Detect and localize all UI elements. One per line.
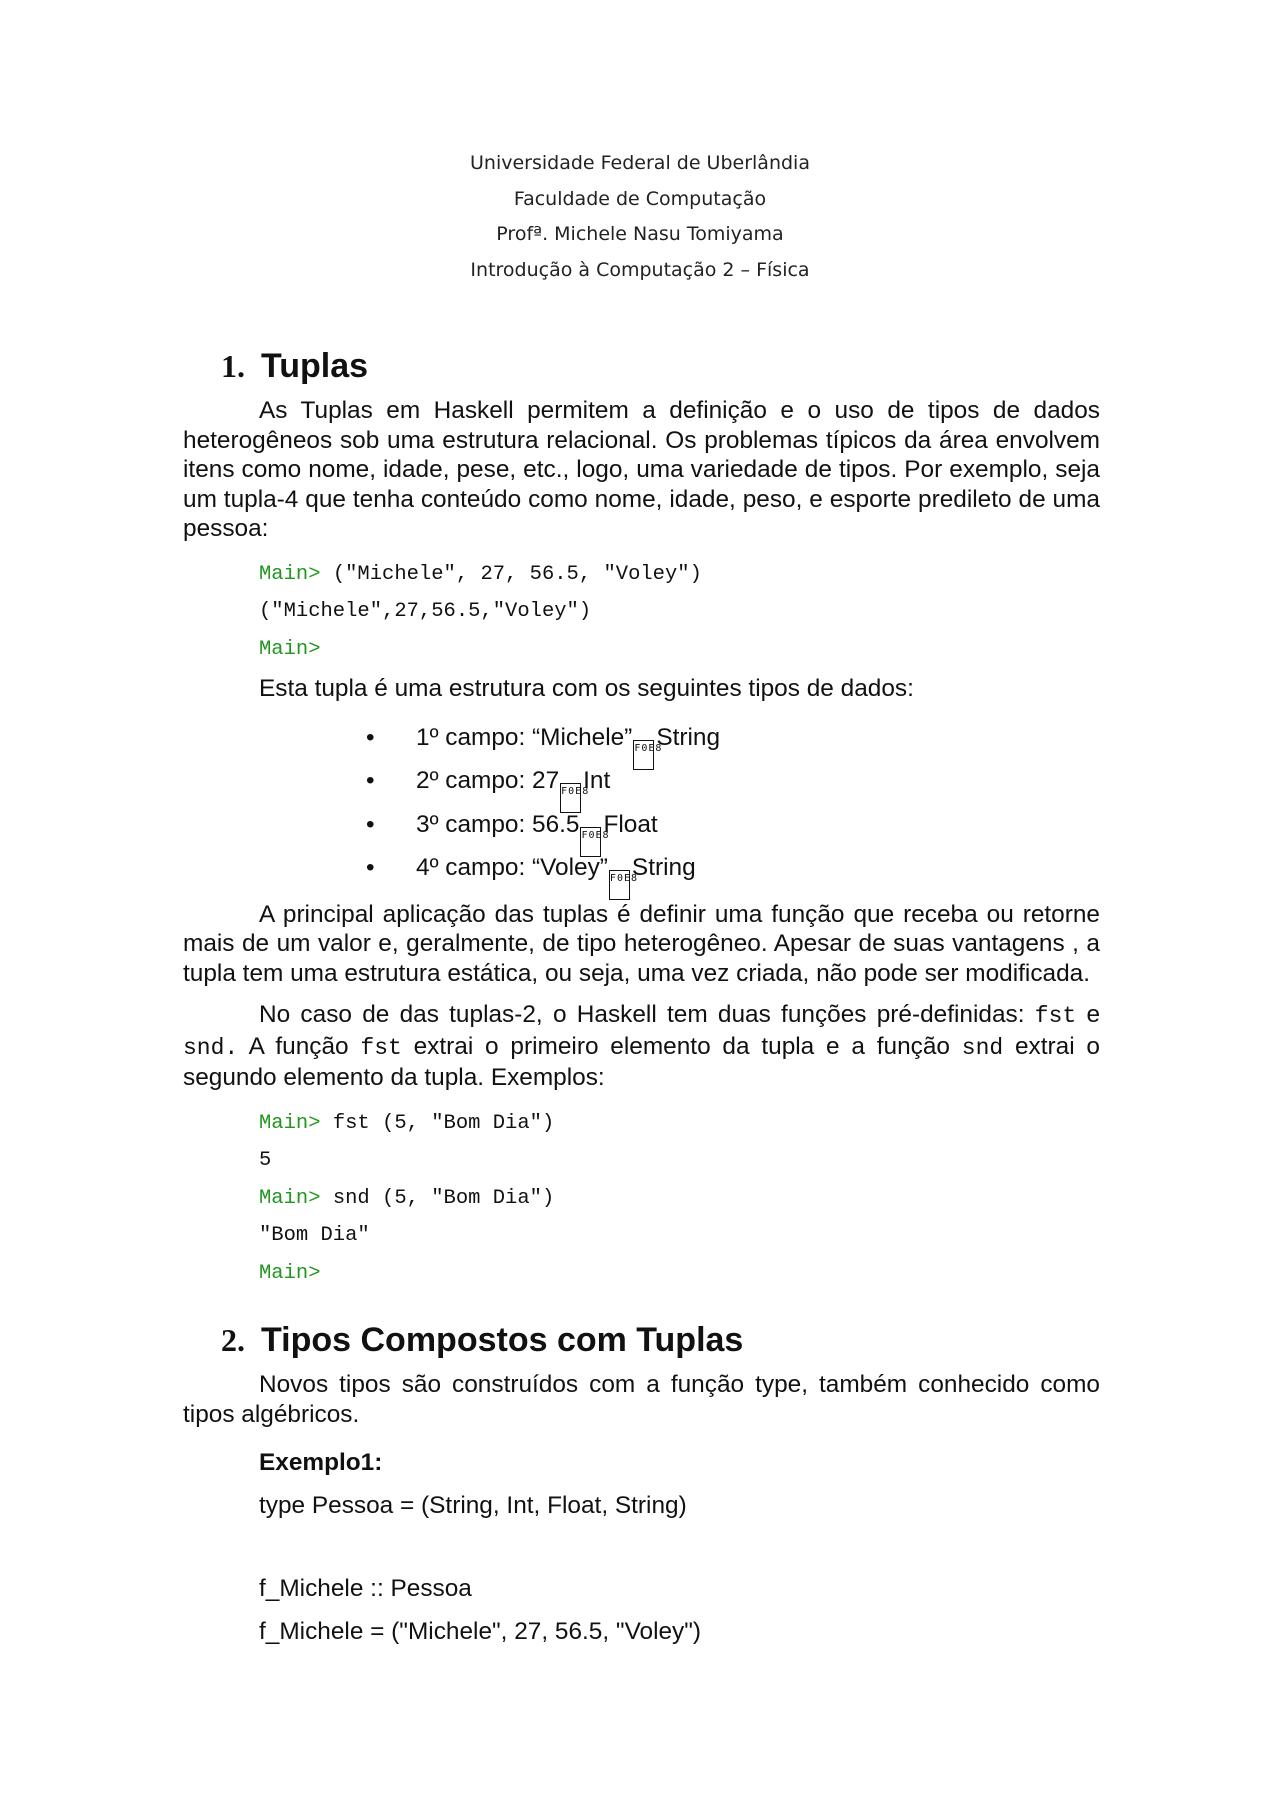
section-1-heading (183, 344, 1100, 388)
function-signature: f_Michele :: Pessoa (259, 1575, 472, 1602)
missing-glyph-arrow-icon: F0E8 (633, 740, 654, 770)
code-line (183, 1105, 1100, 1143)
inline-code: snd (961, 1034, 1004, 1061)
list-item (183, 716, 1100, 760)
text-span: extrai o primeiro elemento da tupla e a função (401, 1032, 962, 1060)
field-type: String (631, 854, 696, 881)
list-item (183, 759, 1100, 803)
application-paragraph: A principal aplicação das tuplas é definir uma função que receba ou retorne mais de um valor e, geralmente, de tipo heterogêneo. Apesar de suas vantagens , a tupla tem uma estrutura estática, ou seja, uma vez criada, não pode ser modificada. (183, 900, 1100, 987)
inline-code: fst (360, 1034, 402, 1061)
faculty-name: Faculdade de Computação (513, 187, 767, 210)
code-line (183, 1255, 1100, 1293)
inline-code: snd. (183, 1034, 239, 1061)
type-definition: type Pessoa = (String, Int, Float, String) (259, 1492, 687, 1519)
ghci-prompt: Main> (259, 562, 321, 586)
text-span: extrai o segundo elemento da tupla. Exemplos: (183, 1032, 1100, 1091)
code-line (183, 1217, 1100, 1255)
bullet-icon: • (366, 854, 375, 881)
text-span: A função (238, 1032, 361, 1060)
bullet-icon: • (366, 767, 375, 794)
code-text: 5 (259, 1149, 272, 1172)
function-definition: f_Michele = ("Michele", 27, 56.5, "Voley") (259, 1618, 702, 1645)
field-label: 4º campo: “Voley” (416, 854, 608, 881)
bullet-icon: • (366, 810, 375, 838)
text-span: No caso de das tuplas-2, o Haskell tem duas funções pré-definidas: (259, 1001, 1035, 1028)
professor-name: Profª. Michele Nasu Tomiyama (496, 223, 784, 245)
document-body (183, 344, 1100, 1653)
code-line (183, 1142, 1100, 1180)
section-1-intro: As Tuplas em Haskell permitem a definição e o uso de tipos de dados heterogêneos sob uma estrutura relacional. Os problemas típicos da área envolvem itens como nome, idade, pese, etc., logo, uma variedade de tipos. Por exemplo, seja um tupla-4 que tenha conteúdo como nome, idade, peso, e esporte predileto de uma pessoa: (183, 397, 1100, 542)
section-2-intro: Novos tipos são construídos com a função type, também conhecido como tipos algébricos. (183, 1371, 1100, 1428)
code-line (183, 556, 1100, 594)
bullet-icon: • (366, 723, 375, 751)
code-output: ("Michele",27,56.5,"Voley") (259, 600, 592, 623)
field-type: String (656, 723, 721, 751)
code-input: ("Michele", 27, 56.5, "Voley") (320, 562, 702, 586)
university-name: Universidade Federal de Uberlândia (470, 152, 810, 174)
tuple-fields-list (183, 716, 1100, 890)
field-type: Float (603, 810, 658, 838)
section-1-number: 1. (221, 348, 245, 384)
code-text: "Bom Dia" (259, 1224, 370, 1247)
section-2-title: Tipos Compostos com Tuplas (261, 1321, 744, 1359)
blank-line (183, 1527, 1100, 1567)
list-item (183, 803, 1100, 847)
ghci-prompt: Main> (259, 1111, 321, 1135)
missing-glyph-arrow-icon: F0E8 (580, 827, 601, 857)
field-label: 1º campo: “Michele” (416, 723, 633, 751)
code-text: snd (5, "Bom Dia") (320, 1186, 555, 1210)
code-line (183, 1180, 1100, 1218)
structure-intro: Esta tupla é uma estrutura com os seguintes tipos de dados: (259, 675, 914, 702)
list-item (183, 846, 1100, 890)
field-label: 3º campo: 56.5 (416, 810, 580, 838)
inline-code: fst (1034, 1003, 1077, 1029)
section-2-heading (183, 1318, 1100, 1362)
field-label: 2º campo: 27 (416, 767, 560, 794)
field-type: Int (583, 767, 611, 794)
text-span: e (1076, 1001, 1101, 1028)
missing-glyph-arrow-icon: F0E8 (560, 783, 581, 813)
course-name: Introdução à Computação 2 – Física (470, 258, 810, 281)
ghci-prompt: Main> (259, 1186, 321, 1210)
code-text: fst (5, "Bom Dia") (320, 1111, 555, 1135)
example-label: Exemplo1: (259, 1449, 383, 1476)
code-example-block (183, 1105, 1100, 1293)
ghci-prompt: Main> (259, 637, 321, 661)
section-1-title: Tuplas (261, 347, 369, 385)
missing-glyph-arrow-icon: F0E8 (609, 870, 630, 900)
ghci-prompt: Main> (259, 1261, 321, 1285)
pair-functions-paragraph (183, 1000, 1100, 1093)
section-2-number: 2. (221, 1322, 245, 1358)
document-header (0, 146, 1280, 288)
code-line (183, 631, 1100, 669)
